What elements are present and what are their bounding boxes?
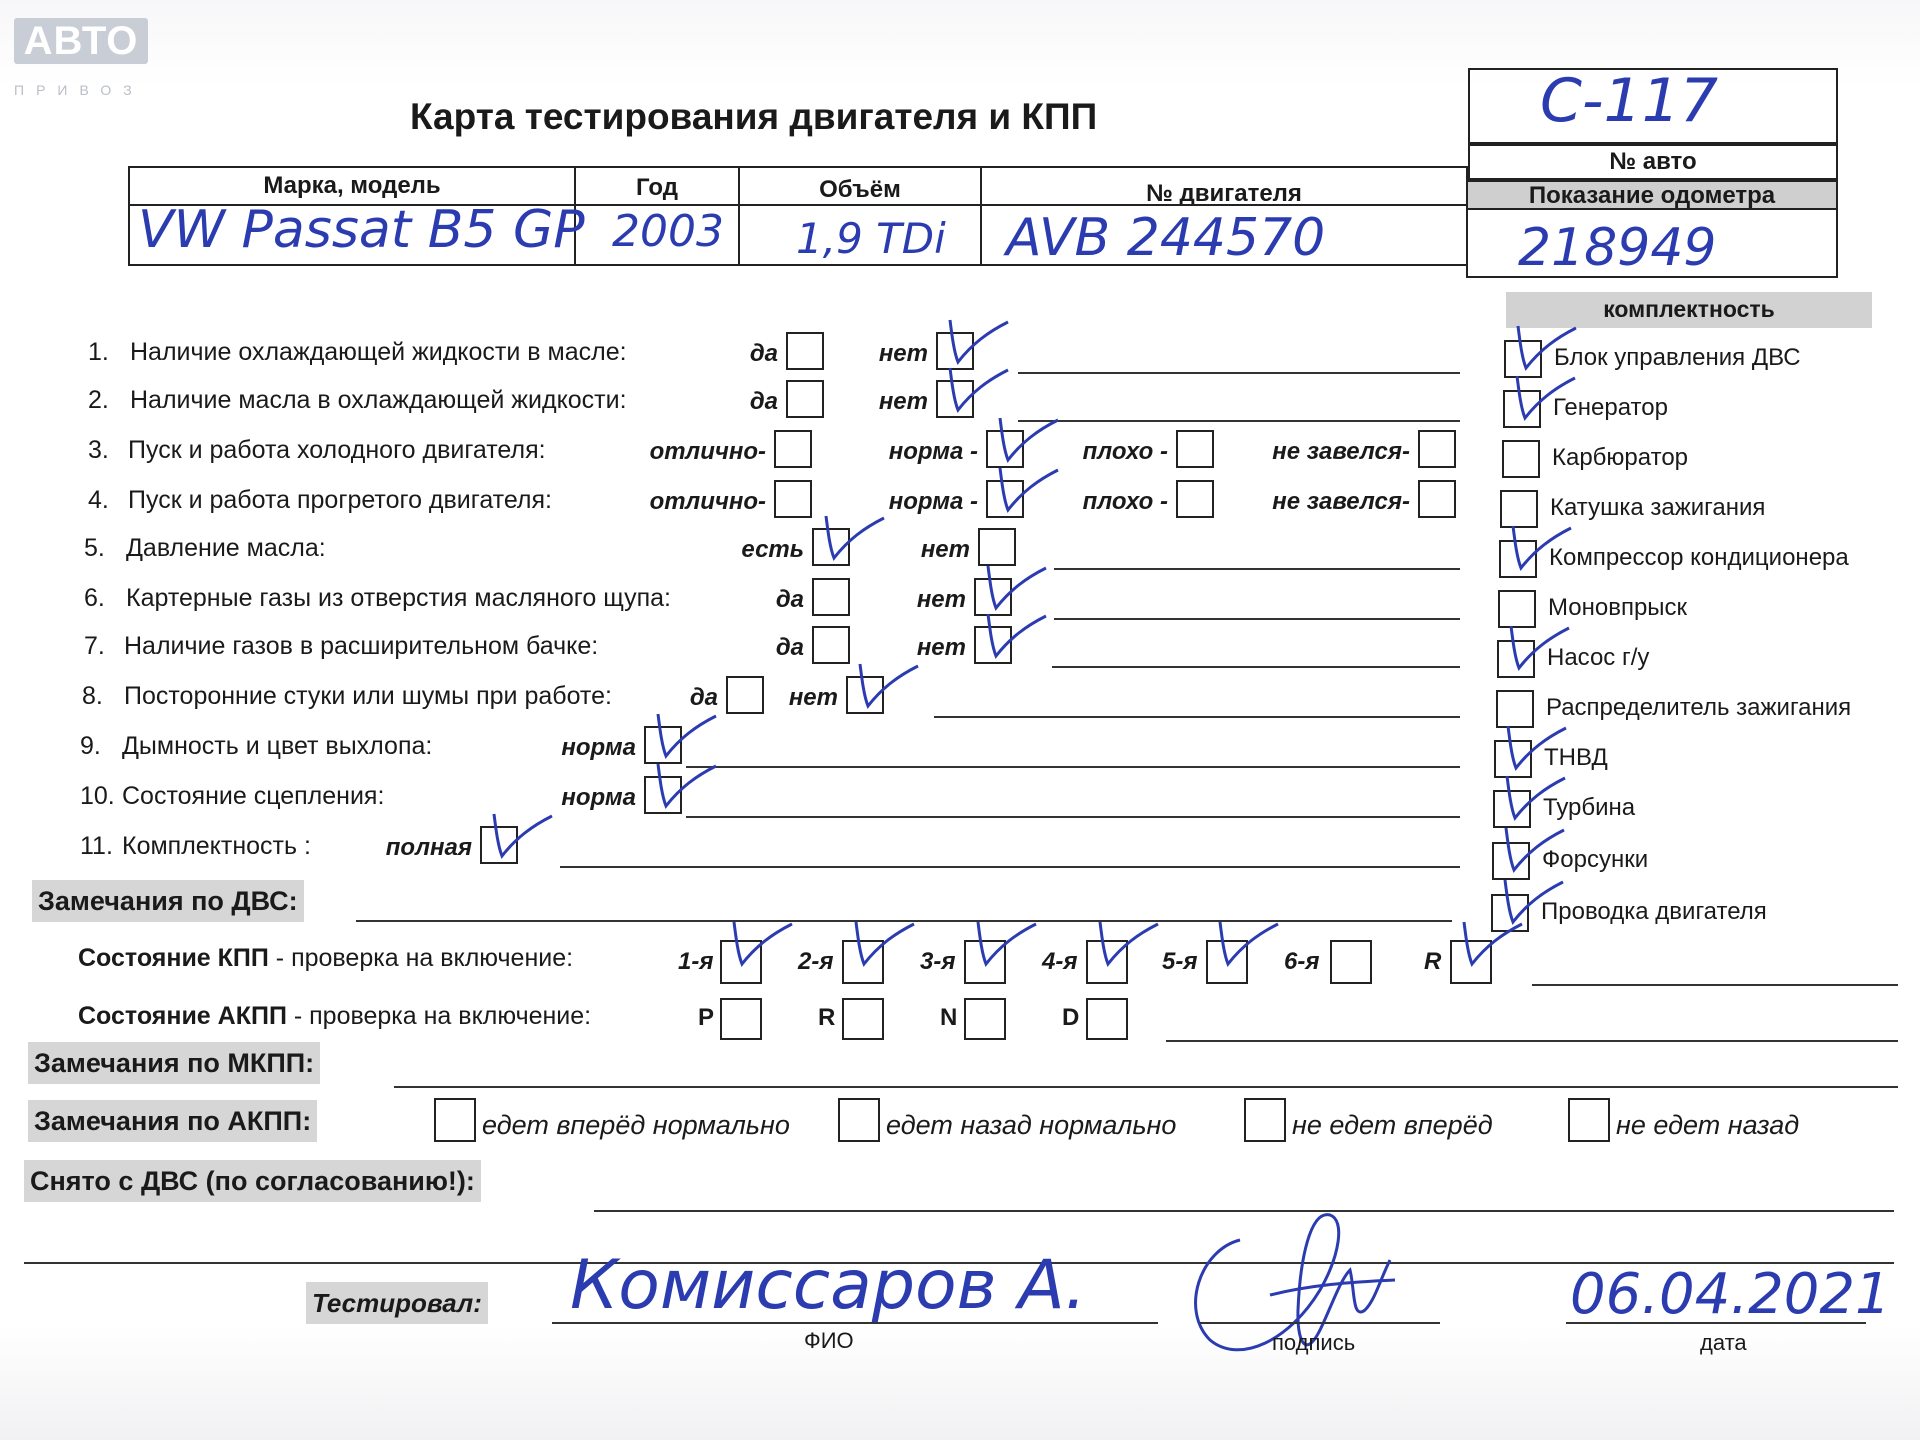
odometer-value: 218949 (1518, 218, 1717, 278)
check-mark (942, 364, 1002, 414)
option-label: да (749, 340, 778, 367)
option-label: норма (561, 784, 636, 811)
question-text: Картерные газы из отверстия масляного щупа: (126, 584, 671, 612)
header-label-engine: № двигателя (1146, 180, 1302, 207)
option-label: нет (878, 340, 928, 367)
logo-subtext: ПРИВОЗ (14, 82, 144, 98)
komplekt-item-label: Карбюратор (1552, 444, 1689, 471)
option-label: нет (916, 634, 966, 661)
gear-label: 6-я (1284, 948, 1320, 975)
check-mark (1456, 918, 1516, 968)
kpp-line[interactable] (1532, 984, 1898, 986)
fio-label: ФИО (804, 1328, 854, 1353)
answer-line[interactable] (1052, 666, 1460, 668)
logo-text: АВТО (14, 18, 148, 64)
option-label: плохо - (1082, 488, 1168, 515)
option-label: отлично- (649, 488, 766, 515)
option-label: не завелся- (1272, 438, 1410, 465)
question-number: 10. (80, 782, 115, 810)
gear-label: 2-я (798, 948, 834, 975)
akpp-mode-label: P (698, 1004, 715, 1031)
option-label: нет (916, 586, 966, 613)
option-label: норма - (888, 438, 978, 465)
fio-value: Комиссаров А. (570, 1246, 1087, 1325)
question-number: 4. (88, 486, 109, 514)
question-number: 7. (84, 632, 105, 660)
komplekt-item-label: Компрессор кондиционера (1549, 544, 1849, 571)
zamechaniya-mkpp-line[interactable] (394, 1086, 1898, 1088)
question-number: 8. (82, 682, 103, 710)
check-mark (1092, 918, 1152, 968)
gear-label: 5-я (1162, 948, 1198, 975)
akpp-mode-checkbox[interactable] (964, 998, 1006, 1040)
akpp-option-checkbox[interactable] (434, 1098, 476, 1142)
check-mark (848, 918, 908, 968)
logo (14, 18, 148, 98)
option-label: норма (561, 734, 636, 761)
option-checkbox[interactable] (812, 578, 850, 616)
question-text: Дымность и цвет выхлопа: (122, 732, 433, 760)
check-mark (970, 918, 1030, 968)
option-label: да (689, 684, 718, 711)
option-label: плохо - (1082, 438, 1168, 465)
akpp-option-label: не едет вперёд (1292, 1110, 1493, 1140)
check-mark (1509, 372, 1569, 422)
akpp-mode-checkbox[interactable] (842, 998, 884, 1040)
option-checkbox[interactable] (812, 626, 850, 664)
option-label: нет (788, 684, 838, 711)
tested-label: Тестировал: (306, 1282, 488, 1324)
check-mark (992, 464, 1052, 514)
answer-line[interactable] (934, 716, 1460, 718)
question-text: Посторонние стуки или шумы при работе: (124, 682, 612, 710)
option-checkbox[interactable] (726, 676, 764, 714)
check-mark (852, 660, 912, 710)
check-mark (1505, 522, 1565, 572)
fio-line (552, 1322, 1158, 1324)
question-text: Состояние сцепления: (122, 782, 385, 810)
check-mark (818, 512, 878, 562)
option-checkbox[interactable] (1176, 430, 1214, 468)
question-text: Пуск и работа прогретого двигателя: (128, 486, 552, 514)
akpp-mode-label: N (940, 1004, 958, 1031)
question-number: 3. (88, 436, 109, 464)
zamechaniya-mkpp-label: Замечания по МКПП: (28, 1042, 320, 1084)
option-checkbox[interactable] (978, 528, 1016, 566)
header-label-volume: Объём (819, 176, 901, 203)
akpp-mode-label: R (818, 1004, 836, 1031)
question-number: 6. (84, 584, 105, 612)
question-number: 9. (80, 732, 101, 760)
check-mark (1510, 322, 1570, 372)
check-mark (980, 562, 1040, 612)
option-checkbox[interactable] (1176, 480, 1214, 518)
komplekt-item-label: Насос г/у (1547, 644, 1650, 671)
akpp-line[interactable] (1166, 1040, 1898, 1042)
model-value: VW Passat B5 GP (138, 200, 585, 260)
komplekt-item-label: Катушка зажигания (1550, 494, 1766, 521)
snyato-label: Снято с ДВС (по согласованию!): (24, 1160, 481, 1202)
question-number: 1. (88, 338, 109, 366)
answer-line[interactable] (1054, 568, 1460, 570)
option-label: да (775, 586, 804, 613)
option-label: норма - (888, 488, 978, 515)
question-text: Пуск и работа холодного двигателя: (128, 436, 546, 464)
gear-label: 1-я (678, 948, 714, 975)
zamechaniya-akpp-label: Замечания по АКПП: (28, 1100, 317, 1142)
komplekt-item-label: Блок управления ДВС (1554, 344, 1801, 371)
gear-checkbox[interactable] (1330, 940, 1372, 984)
question-number: 2. (88, 386, 109, 414)
question-text: Комплектность : (122, 832, 311, 860)
answer-line[interactable] (1054, 618, 1460, 620)
page-title: Карта тестирования двигателя и КПП (410, 96, 1098, 137)
akpp-label: Состояние АКПП - проверка на включение: (78, 1002, 592, 1030)
check-mark (1498, 824, 1558, 874)
volume-value: 1,9 TDi (796, 214, 946, 263)
check-mark (1500, 722, 1560, 772)
signature-label: подпись (1272, 1330, 1356, 1355)
check-mark (1212, 918, 1272, 968)
check-mark (1499, 772, 1559, 822)
akpp-option-label: едет вперёд нормально (482, 1110, 790, 1140)
option-checkbox[interactable] (786, 332, 824, 370)
option-label: нет (920, 536, 970, 563)
car-number-label: № авто (1609, 148, 1697, 175)
option-label: отлично- (649, 438, 766, 465)
answer-line[interactable] (1018, 420, 1460, 422)
akpp-option-checkbox[interactable] (1244, 1098, 1286, 1142)
komplekt-item-label: Турбина (1543, 794, 1636, 821)
gear-label: 3-я (920, 948, 956, 975)
komplekt-item-label: ТНВД (1544, 744, 1608, 771)
komplekt-item-label: Проводка двигателя (1541, 898, 1767, 925)
komplekt-item-label: Моновпрыск (1548, 594, 1688, 621)
header-label-model: Марка, модель (263, 172, 441, 199)
car-number-value: С-117 (1540, 66, 1719, 136)
akpp-option-label: не едет назад (1616, 1110, 1800, 1140)
check-mark (1503, 622, 1563, 672)
question-text: Наличие газов в расширительном бачке: (124, 632, 599, 660)
komplekt-checkbox[interactable] (1502, 440, 1540, 478)
header-label-odometer: Показание одометра (1528, 182, 1776, 209)
akpp-mode-label: D (1062, 1004, 1080, 1031)
question-text: Наличие охлаждающей жидкости в масле: (130, 338, 627, 366)
date-value: 06.04.2021 (1570, 1262, 1891, 1327)
check-mark (486, 810, 546, 860)
check-mark (980, 610, 1040, 660)
zamechaniya-dvs-label: Замечания по ДВС: (32, 880, 304, 922)
question-text: Давление масла: (126, 534, 326, 562)
gear-label: 4-я (1042, 948, 1078, 975)
question-number: 11. (80, 832, 113, 860)
option-label: не завелся- (1272, 488, 1410, 515)
option-checkbox[interactable] (1418, 480, 1456, 518)
option-label: да (775, 634, 804, 661)
option-label: да (749, 388, 778, 415)
gear-label: R (1424, 948, 1442, 975)
akpp-mode-checkbox[interactable] (720, 998, 762, 1040)
option-label: нет (878, 388, 928, 415)
akpp-option-checkbox[interactable] (838, 1098, 880, 1142)
year-value: 2003 (612, 206, 724, 257)
check-mark (992, 414, 1052, 464)
date-label: дата (1700, 1330, 1747, 1355)
komplekt-title: комплектность (1603, 296, 1775, 322)
answer-line[interactable] (686, 816, 1460, 818)
engine-number-value: AVB 244570 (1006, 208, 1326, 268)
check-mark (942, 316, 1002, 366)
answer-line[interactable] (686, 766, 1460, 768)
answer-line[interactable] (560, 866, 1460, 868)
option-label: полная (385, 834, 472, 861)
check-mark (726, 918, 786, 968)
answer-line[interactable] (1018, 372, 1460, 374)
option-checkbox[interactable] (774, 430, 812, 468)
option-checkbox[interactable] (1418, 430, 1456, 468)
kpp-label: Состояние КПП - проверка на включение: (78, 944, 574, 972)
option-label: есть (741, 536, 804, 563)
question-number: 5. (84, 534, 105, 562)
komplekt-item-label: Распределитель зажигания (1546, 694, 1852, 721)
check-mark (650, 710, 710, 760)
check-mark (650, 760, 710, 810)
option-checkbox[interactable] (786, 380, 824, 418)
option-checkbox[interactable] (774, 480, 812, 518)
komplekt-item-label: Форсунки (1542, 846, 1649, 873)
header-label-year: Год (636, 174, 678, 201)
akpp-mode-checkbox[interactable] (1086, 998, 1128, 1040)
akpp-option-label: едет назад нормально (886, 1110, 1177, 1140)
question-text: Наличие масла в охлаждающей жидкости: (130, 386, 627, 414)
date-line (1566, 1322, 1866, 1324)
akpp-option-checkbox[interactable] (1568, 1098, 1610, 1142)
signature-line (1200, 1322, 1440, 1324)
komplekt-item-label: Генератор (1553, 394, 1668, 421)
